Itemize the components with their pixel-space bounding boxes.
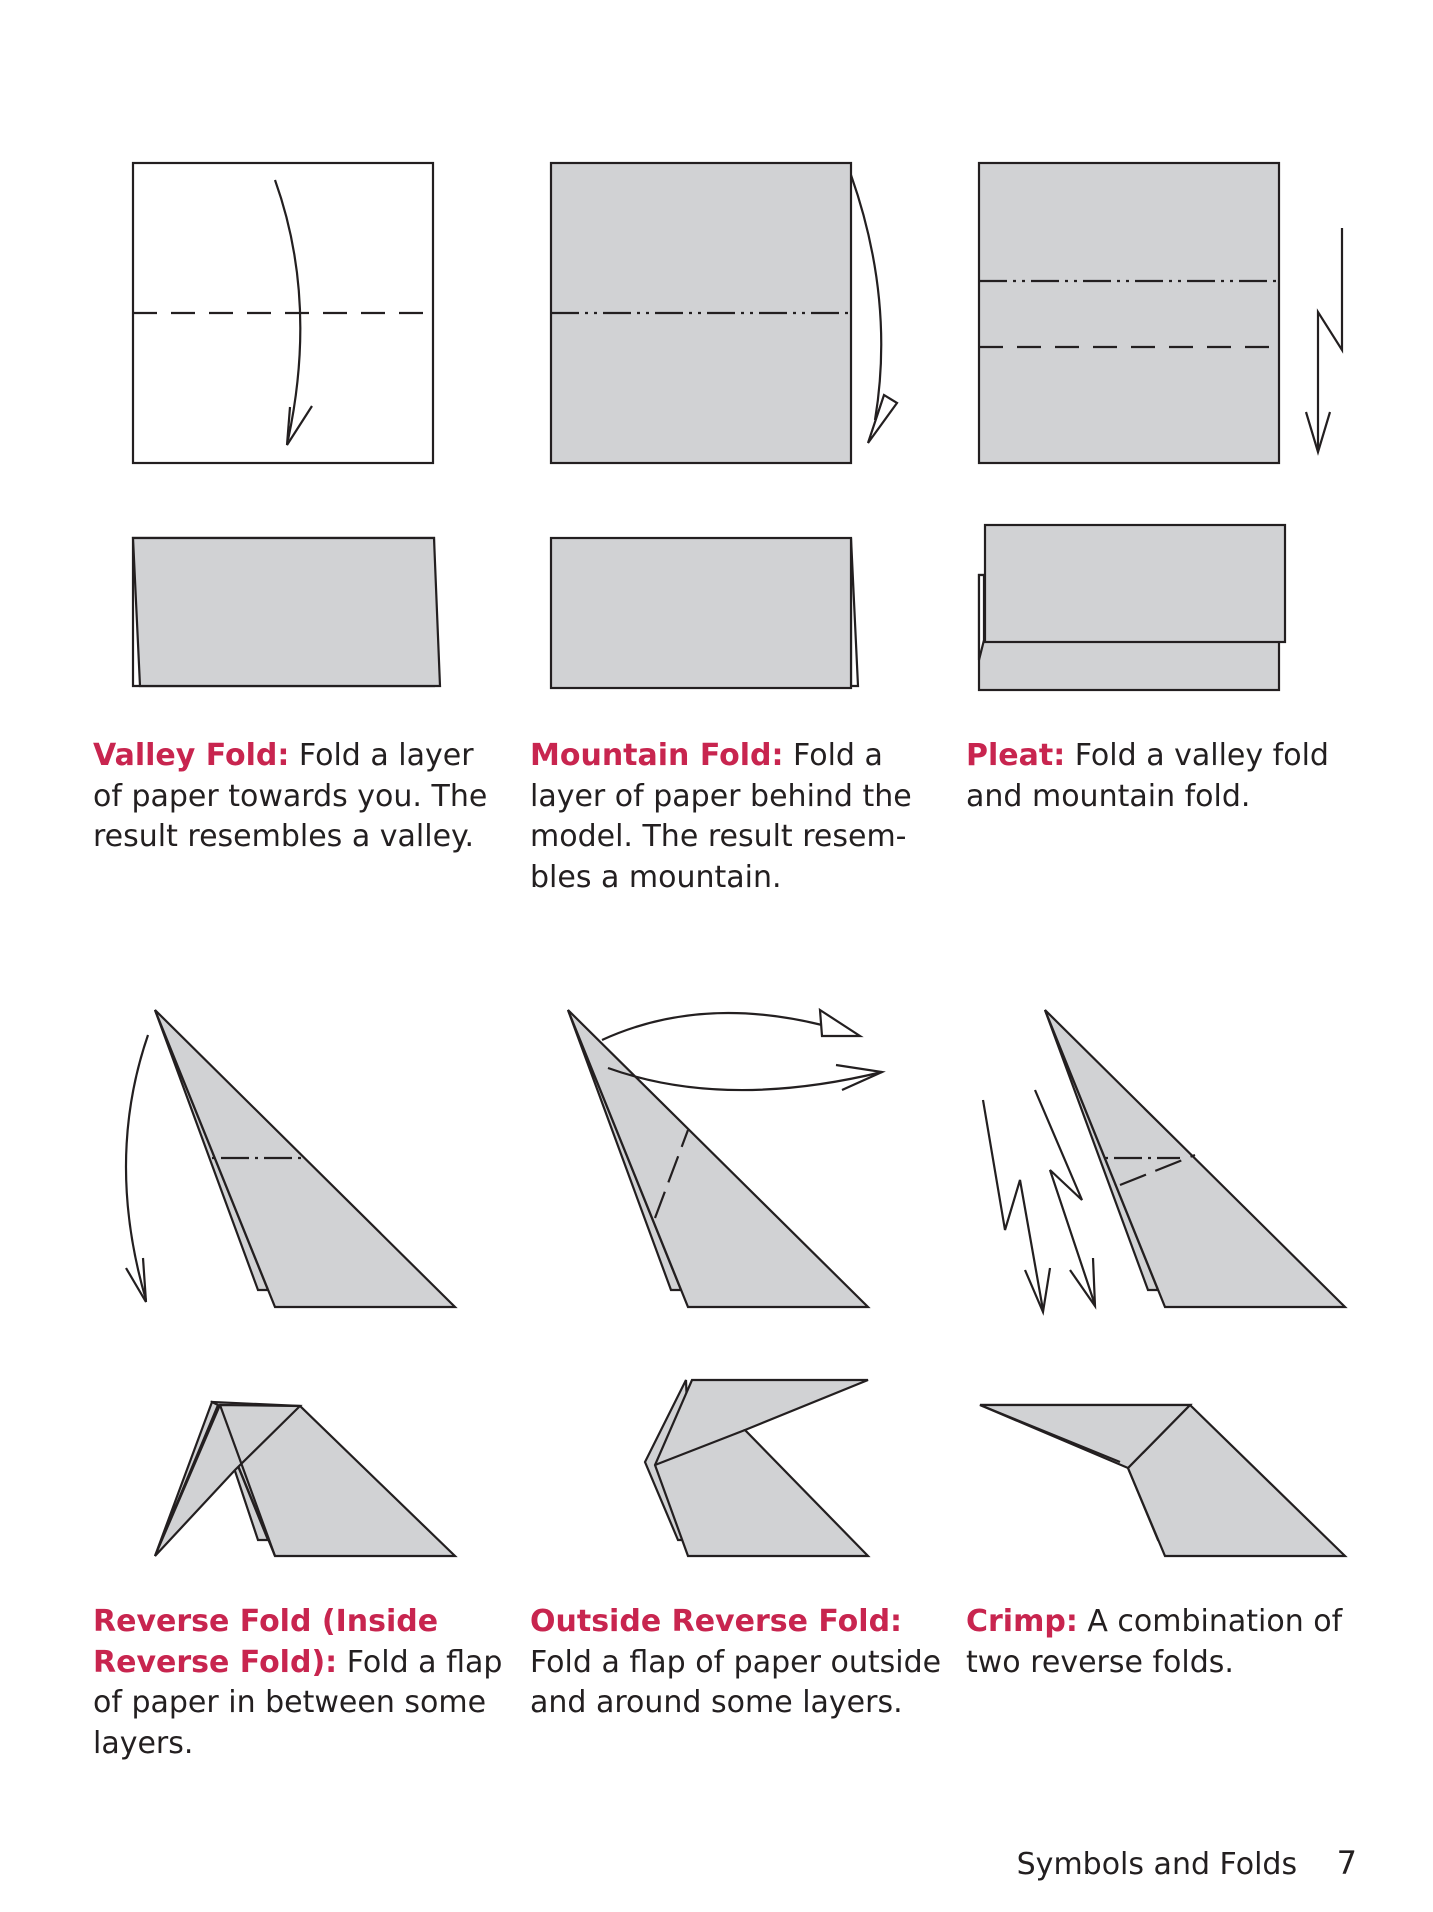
caption-text: bles a mountain. xyxy=(530,859,782,895)
mountain-result xyxy=(551,538,858,688)
outside-reverse-result xyxy=(645,1380,868,1556)
caption-text: Fold a xyxy=(783,738,883,773)
crimp-result xyxy=(980,1405,1345,1556)
reverse-result xyxy=(155,1402,455,1556)
caption-text: of paper towards you. The xyxy=(93,778,488,814)
mountain-arrowhead xyxy=(868,395,897,443)
valley-result xyxy=(133,538,440,686)
caption-crimp xyxy=(966,1602,1342,1683)
term-reverse-fold-cont: Reverse Fold): xyxy=(93,1644,338,1680)
page-number: 7 xyxy=(1336,1844,1357,1882)
crimp-diagram xyxy=(980,1010,1345,1556)
caption-text: Fold a valley fold xyxy=(1065,738,1329,773)
crimp-arrow-left xyxy=(983,1100,1043,1310)
page-footer xyxy=(1017,1844,1357,1882)
reverse-fold-diagram xyxy=(126,1010,455,1556)
mountain-fold-diagram xyxy=(551,163,897,688)
term-crimp: Crimp: xyxy=(966,1604,1078,1639)
outside-reverse-arrow-lower xyxy=(608,1068,882,1090)
mountain-arrow xyxy=(851,175,881,420)
caption-text: and around some layers. xyxy=(530,1685,903,1720)
term-pleat: Pleat: xyxy=(966,738,1066,773)
caption-text: model. The result resem- xyxy=(530,819,907,854)
reverse-paper-triangle xyxy=(155,1010,455,1307)
pleat-diagram xyxy=(979,163,1342,690)
caption-text: and mountain fold. xyxy=(966,778,1251,814)
caption-text: A combination of xyxy=(1077,1604,1343,1639)
valley-fold-diagram xyxy=(133,163,440,686)
section-title: Symbols and Folds xyxy=(1016,1847,1298,1882)
caption-text: result resembles a valley. xyxy=(93,819,475,854)
caption-text: Fold a flap xyxy=(337,1644,503,1680)
caption-pleat xyxy=(966,736,1329,817)
caption-text: of paper in between some xyxy=(93,1685,487,1720)
outside-reverse-arrowhead-top xyxy=(820,1010,860,1036)
term-valley-fold: Valley Fold: xyxy=(93,738,290,773)
reverse-arrow xyxy=(126,1035,148,1300)
caption-text: two reverse folds. xyxy=(966,1644,1234,1680)
pleat-arrow xyxy=(1318,228,1342,450)
caption-valley-fold xyxy=(93,736,487,858)
outside-reverse-paper xyxy=(568,1010,868,1307)
caption-outside-reverse-fold xyxy=(530,1602,941,1724)
outside-reverse-diagram xyxy=(568,1010,882,1556)
caption-text: Fold a flap of paper outside xyxy=(530,1644,942,1680)
pleat-result xyxy=(979,525,1285,690)
outside-reverse-arrow-top xyxy=(602,1013,822,1040)
caption-text: layers. xyxy=(93,1725,194,1761)
caption-text: layer of paper behind the xyxy=(530,778,912,814)
pleat-square-paper xyxy=(979,163,1279,463)
term-reverse-fold: Reverse Fold (Inside xyxy=(93,1604,439,1639)
crimp-paper xyxy=(1045,1010,1345,1307)
caption-reverse-fold xyxy=(93,1602,502,1764)
caption-mountain-fold xyxy=(530,736,912,898)
term-mountain-fold: Mountain Fold: xyxy=(530,738,784,773)
caption-text: Fold a layer xyxy=(289,738,474,773)
term-outside-reverse-fold: Outside Reverse Fold: xyxy=(530,1604,903,1639)
